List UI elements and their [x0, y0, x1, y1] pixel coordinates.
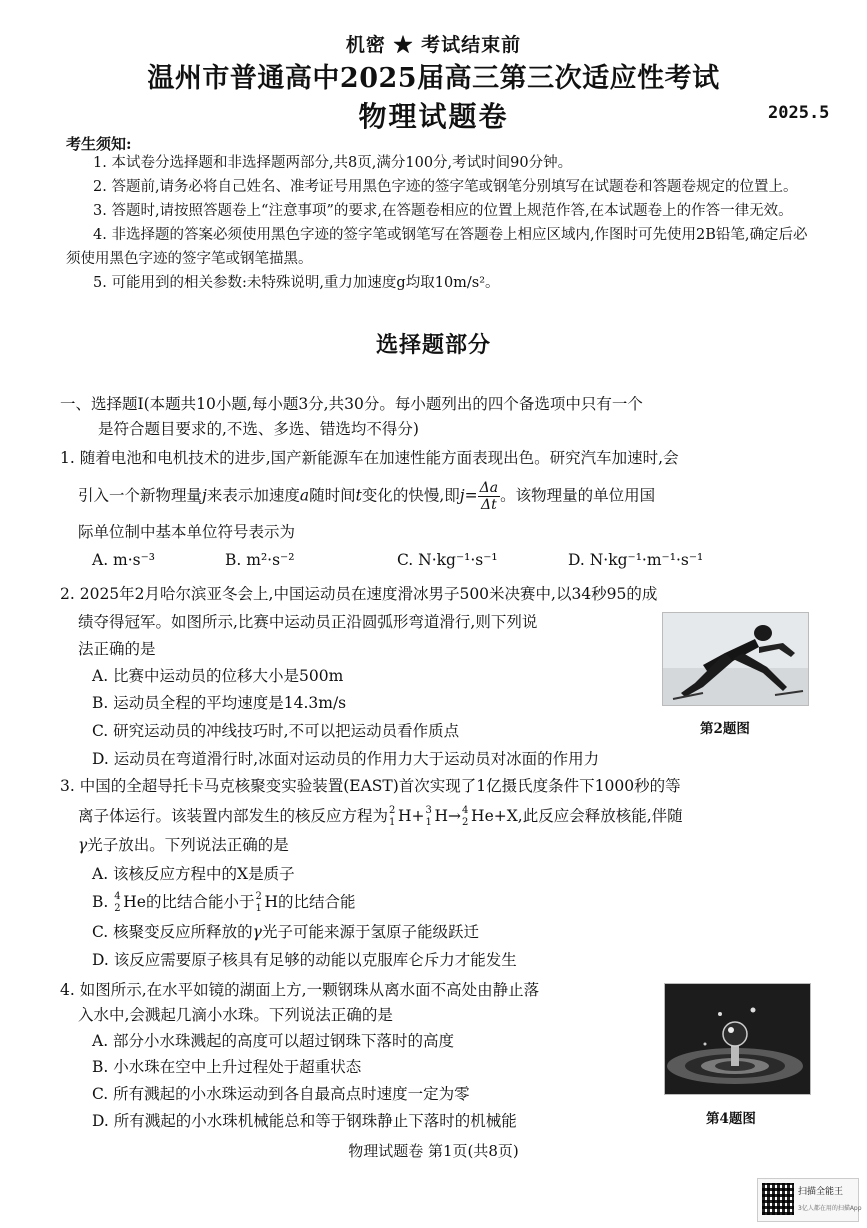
- q2-option-a: A. 比赛中运动员的位移大小是500m: [92, 667, 344, 685]
- q1-text: 变化的快慢,即: [361, 486, 460, 505]
- confidential-label: 机密 ★ 考试结束前: [345, 34, 522, 56]
- q2-option-d: D. 运动员在弯道滑行时,冰面对运动员的作用力大于运动员对冰面的作用力: [92, 750, 600, 768]
- notice-item: 4. 非选择题的答案必须使用黑色字迹的签字笔或钢笔写在答题卷上相应区域内,作图时可先使用2B铅笔,确定后必须使用黑色字迹的签字笔或钢笔描黑。: [66, 227, 808, 267]
- q3-text: 光子放出。下列说法正确的是: [87, 836, 289, 854]
- notice-item: 3. 答题时,请按照答题卷上“注意事项”的要求,在答题卷相应的位置上规范作答,在本试题卷上的作答一律无效。: [93, 203, 793, 219]
- q2-line3: 法正确的是: [78, 640, 156, 658]
- notice-list: [66, 151, 814, 295]
- nuclide-helium: 4 2: [114, 891, 121, 914]
- q1-var-j: j: [202, 486, 207, 505]
- q4-figure-caption: 第4题图: [706, 1111, 756, 1127]
- water-splash-illustration: [665, 984, 810, 1094]
- q1-option-c: C. N·kg⁻¹·s⁻¹: [397, 551, 498, 569]
- scanner-app-name: 扫描全能王: [798, 1187, 844, 1197]
- part-heading: 一、选择题Ⅰ(本题共10小题,每小题3分,共30分。每小题列出的四个备选项中只有一个: [60, 395, 643, 413]
- nuclide-tritium: 3 1: [425, 805, 432, 828]
- q3-option-c: [92, 920, 479, 942]
- q3-eq-part: H→: [434, 807, 462, 825]
- page-footer: 物理试题卷 第1页(共8页): [348, 1142, 519, 1160]
- q1-option-b: B. m²·s⁻²: [225, 551, 295, 569]
- q3-eq-part: H+: [398, 807, 425, 825]
- q1-line2: [78, 480, 655, 513]
- q3-line3: [78, 833, 289, 855]
- notice-item: 5. 可能用到的相关参数:未特殊说明,重力加速度g均取10m/s²。: [93, 275, 500, 291]
- q2-option-b: B. 运动员全程的平均速度是14.3m/s: [92, 694, 347, 712]
- q1-line3: 际单位制中基本单位符号表示为: [78, 523, 296, 541]
- q3-option-d: D. 该反应需要原子核具有足够的动能以克服库仑斥力才能发生: [92, 951, 517, 969]
- q4-figure-water-splash: [664, 983, 811, 1095]
- nuclide-deuterium: 2 1: [255, 891, 262, 914]
- exam-title: 温州市普通高中2025届高三第三次适应性考试: [147, 63, 720, 94]
- q1-eq-sign: =: [464, 486, 478, 505]
- q1-text: 。该物理量的单位用国: [500, 486, 656, 505]
- q3-eq-part: He+X: [471, 807, 518, 825]
- q4-option-c: C. 所有溅起的小水珠运动到各自最高点时速度一定为零: [92, 1085, 470, 1103]
- q4-option-b: B. 小水珠在空中上升过程处于超重状态: [92, 1058, 362, 1076]
- option-label: B.: [92, 893, 109, 911]
- q1-option-a: A. m·s⁻³: [92, 551, 156, 569]
- notice-item: 1. 本试卷分选择题和非选择题两部分,共8页,满分100分,考试时间90分钟。: [93, 155, 573, 171]
- q3-line1: 3. 中国的全超导托卡马克核聚变实验装置(EAST)首次实现了1亿摄氏度条件下1000秒的等: [60, 777, 681, 795]
- q1-option-d: D. N·kg⁻¹·m⁻¹·s⁻¹: [568, 551, 704, 569]
- q4-option-d: D. 所有溅起的小水珠机械能总和等于钢珠静止下落时的机械能: [92, 1112, 517, 1130]
- scanner-app-tagline: 3亿人都在用的扫描App: [798, 1205, 862, 1212]
- q1-line1: 1. 随着电池和电机技术的进步,国产新能源车在加速性能方面表现出色。研究汽车加速时,会: [60, 449, 679, 467]
- q2-line1: 2. 2025年2月哈尔滨亚冬会上,中国运动员在速度滑冰男子500米决赛中,以34秒95的成: [60, 585, 658, 603]
- notice-title: 考生须知:: [66, 135, 132, 153]
- q3-line2: [78, 804, 683, 827]
- exam-subtitle: 物理试题卷: [358, 100, 509, 133]
- part-heading-cont: 是符合题目要求的,不选、多选、错选均不得分): [98, 420, 419, 438]
- qr-code-icon: [762, 1183, 794, 1215]
- fraction-denominator: Δt: [480, 497, 497, 513]
- q1-text: 引入一个新物理量: [78, 486, 203, 505]
- nuclide-deuterium: 2 1: [389, 805, 396, 828]
- q3-text: 离子体运行。该装置内部发生的核反应方程为: [78, 807, 389, 825]
- q3-option-a: A. 该核反应方程中的X是质子: [92, 865, 295, 883]
- q1-var-j: j: [459, 486, 465, 505]
- scanner-watermark: [757, 1178, 862, 1222]
- q1-text: 来表示加速度: [206, 486, 300, 505]
- q1-text: 随时间: [309, 486, 356, 505]
- nuclide-helium: 4 2: [462, 805, 469, 828]
- q4-line1: 4. 如图所示,在水平如镜的湖面上方,一颗钢珠从离水面不高处由静止落: [60, 981, 540, 999]
- q3-text: ,此反应会释放核能,伴随: [517, 807, 683, 825]
- notice-item: 2. 答题前,请务必将自己姓名、准考证号用黑色字迹的签字笔或钢笔分别填写在试题卷和答题卷规定的位置上。: [93, 179, 798, 195]
- q1-fraction: [478, 480, 500, 513]
- exam-date: 2025.5: [768, 103, 830, 123]
- option-text: C. 核聚变反应所释放的: [92, 923, 253, 941]
- option-text: He的比结合能小于: [123, 893, 255, 911]
- q3-option-b: [92, 890, 356, 913]
- q2-figure-speed-skater: [662, 612, 809, 706]
- fraction-numerator: Δa: [479, 480, 499, 496]
- q4-line2: 入水中,会溅起几滴小水珠。下列说法正确的是: [78, 1006, 393, 1024]
- speed-skater-illustration: [663, 613, 808, 705]
- q2-option-c: C. 研究运动员的冲线技巧时,不可以把运动员看作质点: [92, 722, 460, 740]
- q4-option-a: A. 部分小水珠溅起的高度可以超过钢珠下落时的高度: [92, 1032, 455, 1050]
- option-text: 光子可能来源于氢原子能级跃迁: [261, 923, 479, 941]
- q1-var-a: a: [299, 486, 310, 505]
- option-text: H的比结合能: [264, 893, 356, 911]
- gamma-symbol: γ: [252, 923, 262, 941]
- q2-line2: 绩夺得冠军。如图所示,比赛中运动员正沿圆弧形弯道滑行,则下列说: [78, 613, 538, 631]
- q2-figure-caption: 第2题图: [700, 721, 750, 737]
- gamma-symbol: γ: [78, 836, 88, 854]
- section-title: 选择题部分: [375, 332, 491, 358]
- q1-var-t: t: [355, 486, 362, 505]
